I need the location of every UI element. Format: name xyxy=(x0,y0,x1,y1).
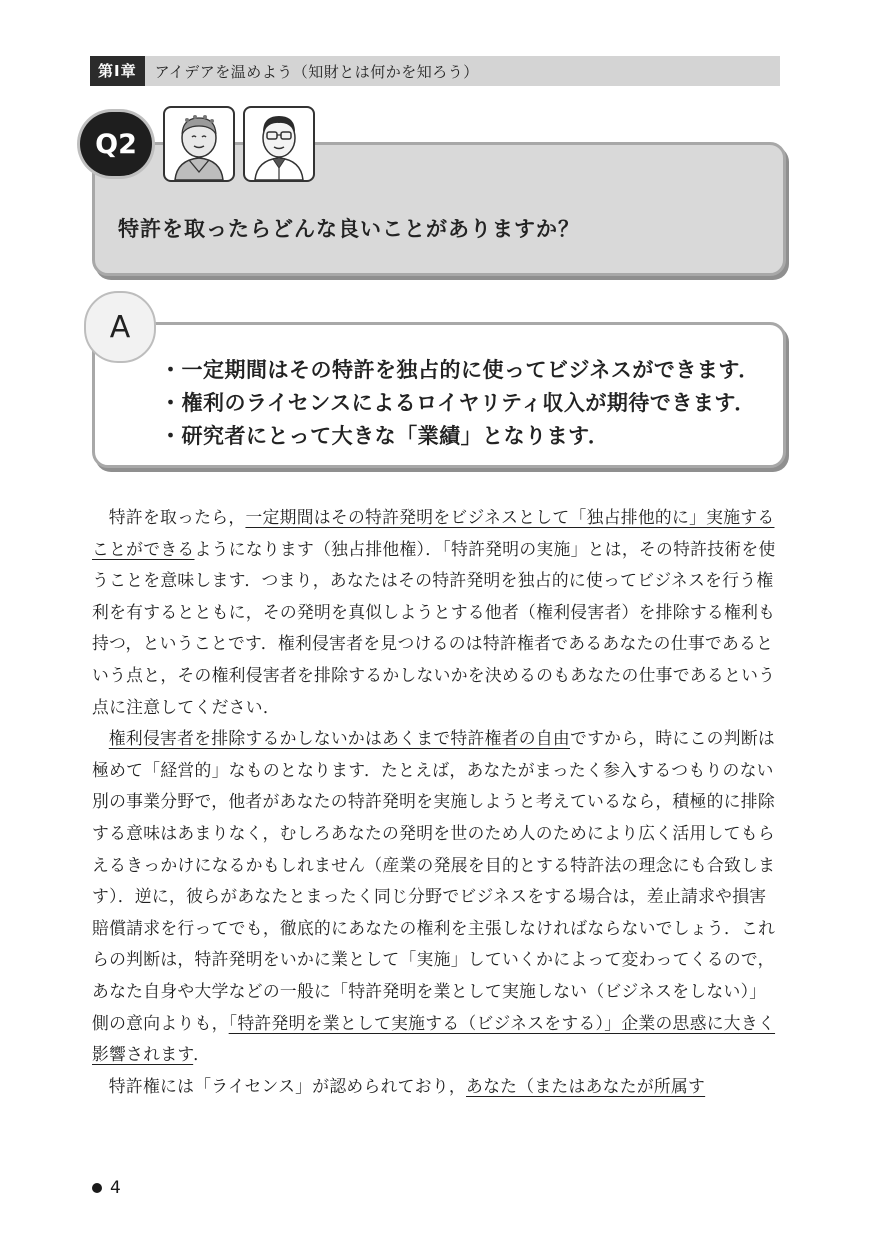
chapter-header xyxy=(90,56,780,86)
underlined-text: 一定期間はその特許発明をビジネスとして「独占排他的に」実施することができる xyxy=(92,507,775,559)
underlined-text: 「特許発明を業として実施する（ビジネスをする）」企業の思惑に大きく影響されます xyxy=(92,1012,776,1065)
paragraph xyxy=(92,723,782,1071)
body-text xyxy=(92,502,782,1102)
chapter-title: アイデアを温めよう（知財とは何かを知ろう） xyxy=(154,62,479,81)
answer-point: ・研究者にとって大きな「業績」となります． xyxy=(160,424,610,448)
bullet-icon xyxy=(92,1183,102,1193)
text-run: 特許を取ったら， xyxy=(108,507,246,527)
answer-point: ・権利のライセンスによるロイヤリティ収入が期待できます． xyxy=(160,391,756,415)
man-avatar-icon xyxy=(243,106,315,182)
text-run: ようになります（独占排他権）．「特許発明の実施」とは，その特許技術を使うことを意味します．つまり，あなたはその特許発明を独占的に使ってビジネスを行う権利を有するとともに，その発明を真似しようとする他者（権利侵害者）を排除する権利も持つ，ということです．権利侵害者を見つけるのは特許権者であるあなたの仕事であるという点と，その権利侵害者を排除するかしないかを決めるのもあなたの仕事であるという点に注意してください． xyxy=(92,538,776,717)
paragraph xyxy=(92,1071,782,1103)
page-footer xyxy=(92,1178,121,1198)
paragraph xyxy=(92,502,782,723)
underlined-text: 権利侵害者を排除するかしないかはあくまで特許権者の自由 xyxy=(108,728,570,749)
chapter-label: 第Ⅰ章 xyxy=(90,56,145,86)
answer-point: ・一定期間はその特許を独占的に使ってビジネスができます． xyxy=(160,358,760,382)
answer-badge: A xyxy=(84,291,156,363)
text-run: ． xyxy=(193,1044,211,1065)
text-run: ですから，時にこの判断は極めて「経営的」なものとなります．たとえば，あなたがまったく参入するつもりのない別の事業分野で，他者があなたの特許発明を実施しようと考えているなら，積極的に排除する意味はあまりなく，むしろあなたの発明を世のため人のためにより広く活用してもらえるきっかけになるかもしれません（産業の発展を目的とする特許法の理念にも合致します）．逆に，彼らがあなたとまったく同じ分野でビジネスをする場合は，差止請求や損害賠償請求を行ってでも，徹底的にあなたの権利を主張しなければならないでしょう．これらの判断は，特許発明をいかに業として「実施」していくかによって変わってくるので，あなた自身や大学などの一般に「特許発明を業として実施しない（ビジネスをしない）」側の意向よりも， xyxy=(92,728,776,1033)
woman-avatar-icon xyxy=(163,106,235,182)
question-text: 特許を取ったらどんな良いことがありますか？ xyxy=(118,217,580,241)
page-number: 4 xyxy=(110,1178,121,1198)
question-badge: Q2 xyxy=(80,112,152,176)
text-run: 特許権には「ライセンス」が認められており， xyxy=(108,1075,466,1096)
underlined-text: あなた（またはあなたが所属す xyxy=(466,1075,706,1096)
